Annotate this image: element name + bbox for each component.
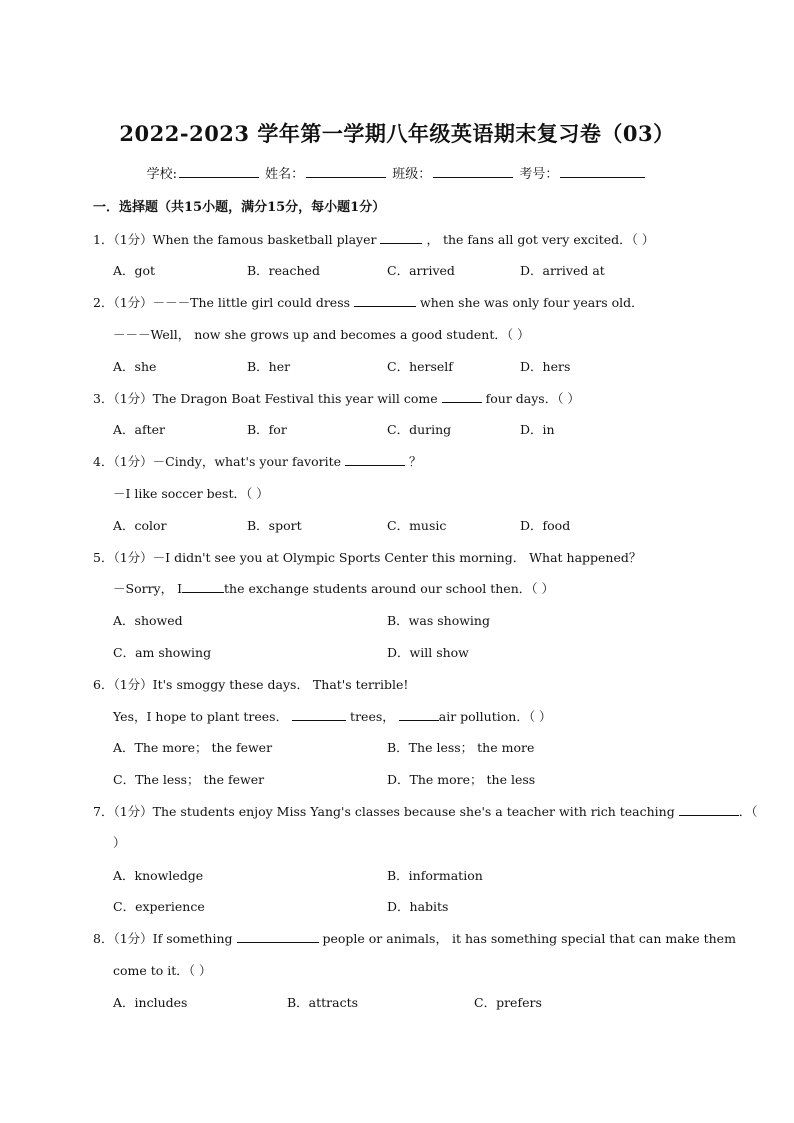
question-text: ？ — [409, 454, 422, 469]
option-c[interactable]: C．during — [387, 422, 452, 437]
option-c[interactable]: C．herself — [387, 359, 453, 374]
question-text: four days．（ ） — [485, 391, 580, 406]
question-7-line-2: ） — [113, 835, 126, 850]
option-c[interactable]: C．prefers — [474, 995, 542, 1010]
option-a[interactable]: A．she — [113, 359, 157, 374]
question-text: 1．（1分）When the famous basketball player — [93, 232, 377, 247]
answer-blank — [237, 930, 319, 943]
question-text: Yes，I hope to plant trees． — [113, 709, 289, 724]
option-a[interactable]: A．showed — [113, 613, 183, 628]
question-text: ， the fans all got very excited．（ ） — [426, 232, 655, 247]
question-text: 3．（1分）The Dragon Boat Festival this year will come — [93, 391, 438, 406]
option-c[interactable]: C．am showing — [113, 645, 212, 660]
option-a[interactable]: A．color — [113, 518, 167, 533]
option-c[interactable]: C．arrived — [387, 263, 455, 278]
answer-blank — [345, 453, 405, 466]
question-text: when she was only four years old． — [420, 295, 644, 310]
option-b[interactable]: B．for — [247, 422, 287, 437]
question-text: air pollution．（ ） — [438, 709, 552, 724]
name-blank[interactable] — [306, 163, 386, 178]
question-2 — [93, 293, 644, 311]
option-d[interactable]: D．habits — [387, 899, 449, 914]
option-b[interactable]: B．The less； the more — [387, 740, 535, 755]
student-info-row — [0, 163, 794, 182]
answer-blank — [380, 231, 422, 244]
question-6-line-2 — [113, 707, 552, 725]
answer-blank — [182, 580, 224, 593]
page-title: 2022-2023 学年第一学期八年级英语期末复习卷（03） — [119, 121, 675, 146]
question-8 — [93, 929, 736, 947]
school-label: 学校: — [146, 167, 177, 182]
class-blank[interactable] — [433, 163, 513, 178]
question-1 — [93, 230, 654, 248]
answer-blank — [292, 708, 346, 721]
option-d[interactable]: D．hers — [520, 359, 571, 374]
question-5: 5．（1分）－I didn't see you at Olympic Sports Center this morning． What happened？ — [93, 550, 642, 565]
question-8-line-2: come to it．（ ） — [113, 963, 212, 978]
option-c[interactable]: C．The less； the fewer — [113, 772, 265, 787]
section-heading: 一．选择题（共15小题，满分15分，每小题1分） — [93, 200, 386, 215]
question-text: 8．（1分）If something — [93, 931, 233, 946]
question-4-line-2: －I like soccer best．（ ） — [113, 486, 269, 501]
name-label: 姓名： — [265, 167, 305, 182]
option-b[interactable]: B．reached — [247, 263, 320, 278]
answer-blank — [399, 708, 439, 721]
option-b[interactable]: B．was showing — [387, 613, 490, 628]
answer-blank — [354, 294, 416, 307]
question-text: ．（ — [738, 804, 758, 819]
question-text: 2．（1分）－－－The little girl could dress — [93, 295, 351, 310]
answer-blank — [442, 390, 482, 403]
option-d[interactable]: D．arrived at — [520, 263, 605, 278]
option-c[interactable]: C．music — [387, 518, 447, 533]
option-b[interactable]: B．information — [387, 868, 483, 883]
question-4 — [93, 452, 422, 470]
question-6: 6．（1分）It's smoggy these days． That's terrible! — [93, 677, 409, 692]
number-label: 考号： — [519, 167, 559, 182]
question-text: 7．（1分）The students enjoy Miss Yang's classes because she's a teacher with rich teaching — [93, 804, 675, 819]
option-a[interactable]: A．The more； the fewer — [113, 740, 273, 755]
option-a[interactable]: A．includes — [113, 995, 188, 1010]
option-b[interactable]: B．her — [247, 359, 291, 374]
question-text: the exchange students around our school then．（ ） — [224, 581, 554, 596]
question-text: 4．（1分）－Cindy，what's your favorite — [93, 454, 342, 469]
question-5-line-2 — [113, 579, 554, 597]
question-2-line-2: －－－Well， now she grows up and becomes a good student．（ ） — [113, 327, 530, 342]
number-blank[interactable] — [560, 163, 645, 178]
option-a[interactable]: A．got — [113, 263, 156, 278]
option-b[interactable]: B．sport — [247, 518, 302, 533]
option-b[interactable]: B．attracts — [287, 995, 359, 1010]
school-blank[interactable] — [179, 163, 259, 178]
question-7 — [93, 802, 757, 820]
option-d[interactable]: D．food — [520, 518, 571, 533]
class-label: 班级： — [392, 167, 432, 182]
question-text: trees， — [350, 709, 395, 724]
option-c[interactable]: C．experience — [113, 899, 205, 914]
option-d[interactable]: D．The more； the less — [387, 772, 536, 787]
question-3 — [93, 389, 580, 407]
question-text: －Sorry， I — [113, 581, 183, 596]
option-a[interactable]: A．after — [113, 422, 166, 437]
answer-blank — [679, 803, 739, 816]
option-d[interactable]: D．will show — [387, 645, 469, 660]
question-text: people or animals， it has something special that can make them — [322, 931, 736, 946]
option-d[interactable]: D．in — [520, 422, 555, 437]
option-a[interactable]: A．knowledge — [113, 868, 204, 883]
